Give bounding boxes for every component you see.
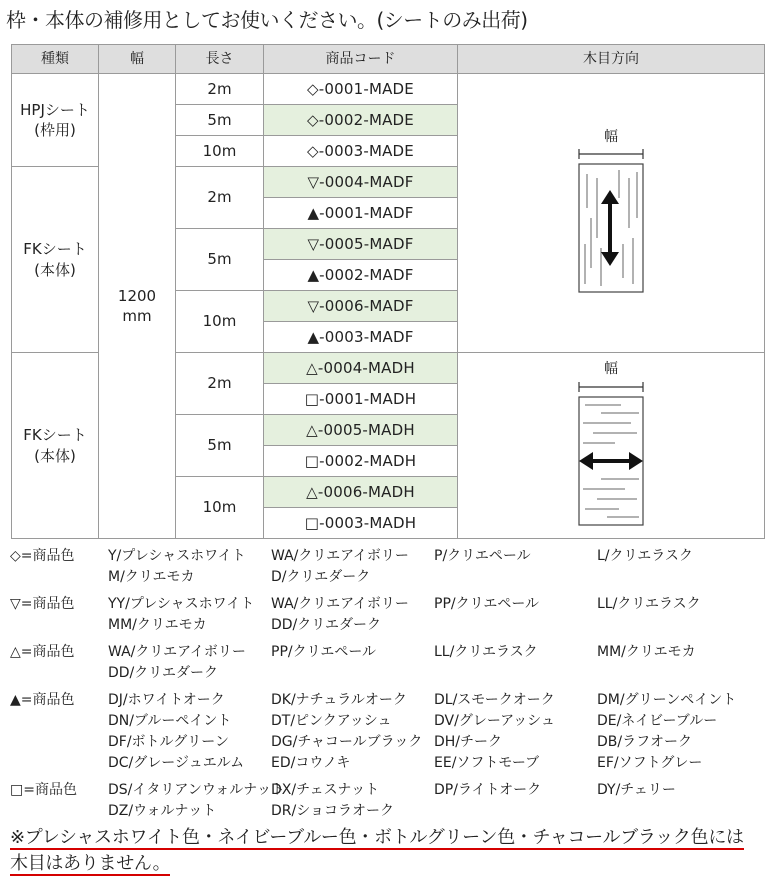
legend-row: DF/ボトルグリーン DG/チャコールブラック DH/チーク DB/ラフオーク [108, 734, 692, 750]
type-cell: FKシート (本体) [12, 353, 99, 539]
footnote-line-2: 木目はありません。 [10, 853, 171, 874]
header-code: 商品コード [264, 45, 458, 74]
legend-row: Y/プレシャスホワイト WA/クリエアイボリー P/クリエペール L/クリエラスク [108, 548, 693, 564]
code-cell: ▽-0006-MADF [264, 291, 458, 322]
length-cell: 10m [176, 291, 264, 353]
legend-row: MM/クリエモカ DD/クリエダーク [108, 617, 381, 633]
legend-group [10, 545, 770, 587]
legend-group [10, 641, 770, 683]
legend-row: DN/ブルーペイント DT/ピンクアッシュ DV/グレーアッシュ DE/ネイビーブルー [108, 713, 718, 729]
width-cell: 1200 mm [99, 74, 176, 539]
code-cell: □-0002-MADH [264, 446, 458, 477]
length-cell: 5m [176, 105, 264, 136]
legend-row: DC/グレージュエルム ED/コウノキ EE/ソフトモーブ EF/ソフトグレー [108, 755, 703, 771]
code-cell: □-0003-MADH [264, 508, 458, 539]
length-cell: 2m [176, 74, 264, 105]
legend-row: M/クリエモカ D/クリエダーク [108, 569, 371, 585]
code-cell: △-0006-MADH [264, 477, 458, 508]
length-cell: 5m [176, 415, 264, 477]
page-title: 枠・本体の補修用としてお使いください。(シートのみ出荷) [6, 8, 528, 32]
code-cell: △-0004-MADH [264, 353, 458, 384]
length-cell: 2m [176, 167, 264, 229]
legend-row: DZ/ウォルナット DR/ショコラオーク [108, 803, 394, 819]
header-type: 種類 [12, 45, 99, 74]
type-cell: FKシート (本体) [12, 167, 99, 353]
grain-figure-horizontal: 幅 [458, 353, 765, 539]
legend-symbol: ▲=商品色 [10, 692, 75, 708]
legend-row: DJ/ホワイトオーク DK/ナチュラルオーク DL/スモークオーク DM/グリーンペイント [108, 692, 737, 708]
code-cell: ▲-0003-MADF [264, 322, 458, 353]
legend-symbol: △=商品色 [10, 644, 75, 660]
code-cell: ◇-0001-MADE [264, 74, 458, 105]
table-header-row [12, 45, 765, 74]
code-cell: □-0001-MADH [264, 384, 458, 415]
color-legend [10, 545, 770, 827]
code-cell: ▽-0004-MADF [264, 167, 458, 198]
legend-symbol: ▽=商品色 [10, 596, 75, 612]
spec-table [11, 44, 765, 539]
length-cell: 10m [176, 477, 264, 539]
footnote-line-1: ※プレシャスホワイト色・ネイビーブルー色・ボトルグリーン色・チャコールブラック色には [10, 827, 744, 848]
length-cell: 10m [176, 136, 264, 167]
legend-group [10, 779, 770, 821]
horizontal-grain-icon [571, 381, 651, 531]
code-cell: ▲-0002-MADF [264, 260, 458, 291]
code-cell: ▲-0001-MADF [264, 198, 458, 229]
legend-row: YY/プレシャスホワイト WA/クリエアイボリー PP/クリエペール LL/クリエラスク [108, 596, 701, 612]
code-cell: △-0005-MADH [264, 415, 458, 446]
legend-row: WA/クリエアイボリー PP/クリエペール LL/クリエラスク MM/クリエモカ [108, 644, 696, 660]
header-width: 幅 [99, 45, 176, 74]
header-length: 長さ [176, 45, 264, 74]
length-cell: 2m [176, 353, 264, 415]
code-cell: ◇-0003-MADE [264, 136, 458, 167]
grain-figure-vertical: 幅 [458, 74, 765, 353]
header-grain: 木目方向 [458, 45, 765, 74]
legend-row: DD/クリエダーク [108, 665, 218, 681]
type-cell: HPJシート (枠用) [12, 74, 99, 167]
legend-group [10, 593, 770, 635]
legend-row: DS/イタリアンウォルナット DX/チェスナット DP/ライトオーク DY/チェリー [108, 782, 676, 798]
footnote [10, 825, 770, 877]
table-row [12, 74, 765, 105]
length-cell: 5m [176, 229, 264, 291]
code-cell: ▽-0005-MADF [264, 229, 458, 260]
legend-symbol: □=商品色 [10, 782, 77, 798]
vertical-grain-icon [571, 148, 651, 298]
code-cell: ◇-0002-MADE [264, 105, 458, 136]
legend-group [10, 689, 770, 773]
legend-symbol: ◇=商品色 [10, 548, 75, 564]
